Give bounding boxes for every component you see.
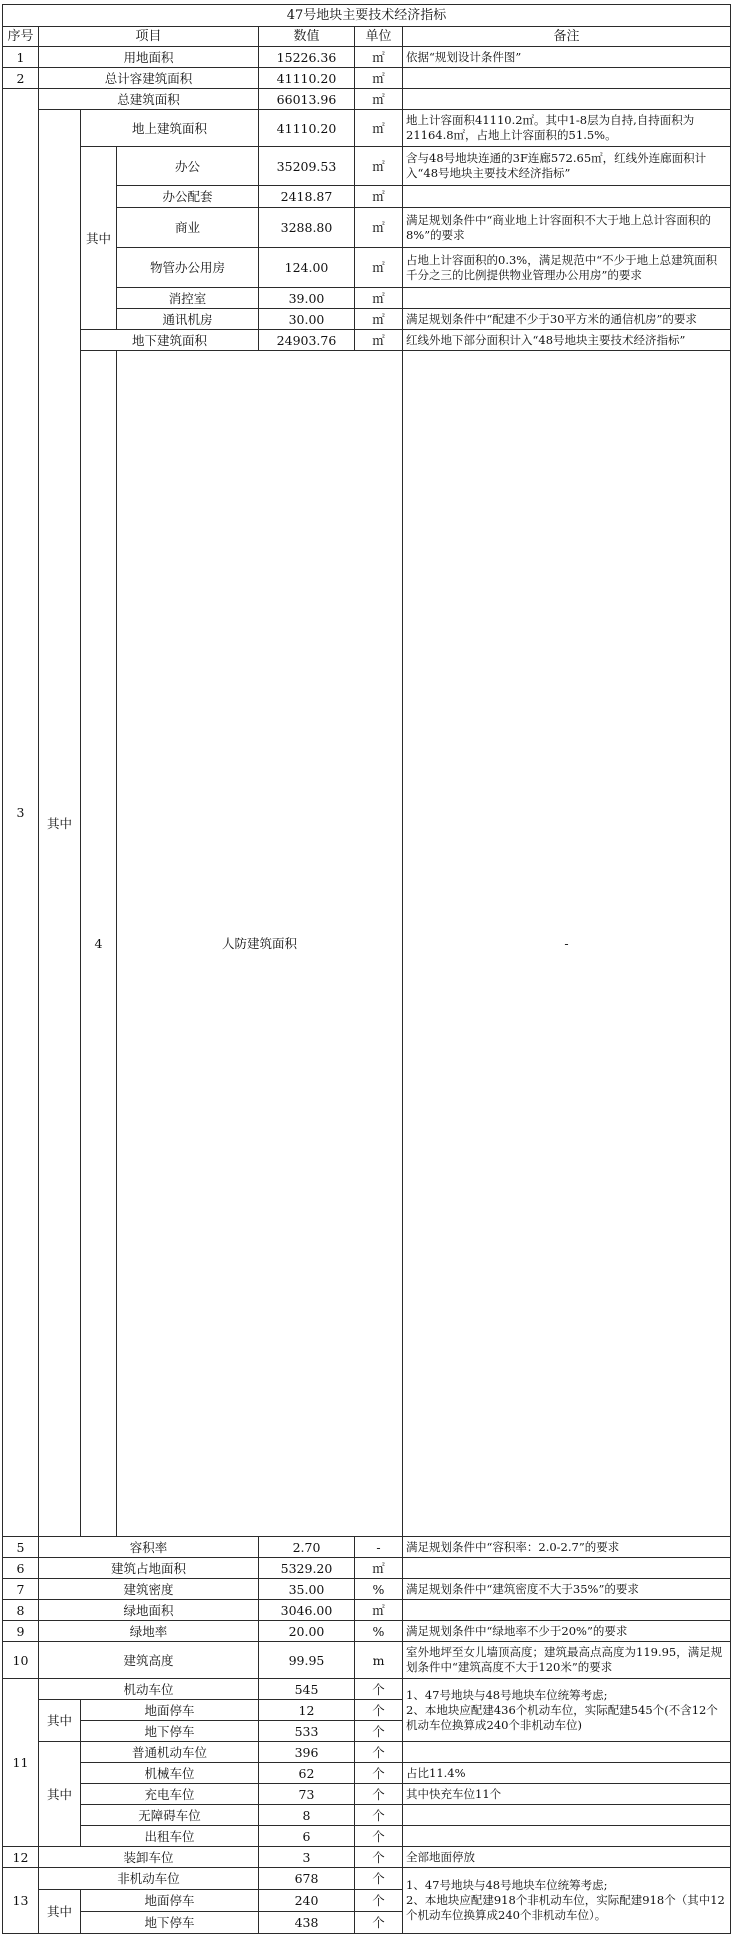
row-no: 11 — [3, 1679, 39, 1847]
row-value: 533 — [259, 1721, 355, 1742]
row-note — [403, 1679, 731, 1742]
header-value: 数值 — [259, 27, 355, 47]
row-note — [403, 89, 731, 110]
row-item: 用地面积 — [39, 47, 259, 68]
row-unit: ㎡ — [355, 208, 403, 248]
row-item: 建筑高度 — [39, 1642, 259, 1679]
row-item: 机动车位 — [39, 1679, 259, 1700]
row-item: 非机动车位 — [39, 1868, 259, 1890]
row-item: 地面停车 — [81, 1700, 259, 1721]
table-row — [3, 1600, 731, 1621]
table-row — [3, 1763, 731, 1784]
note-line: 2、本地块应配建918个非机动车位，实际配建918个（其中12个机动车位换算成240个非机动车位）。 — [406, 1893, 725, 1922]
row-unit: 个 — [355, 1868, 403, 1890]
table-row — [3, 330, 731, 351]
qizhong-label: 其中 — [39, 110, 81, 1537]
header-item: 项目 — [39, 27, 259, 47]
row-unit: ㎡ — [355, 1558, 403, 1579]
row-no: 7 — [3, 1579, 39, 1600]
row-item: 机械车位 — [81, 1763, 259, 1784]
row-unit: ㎡ — [355, 68, 403, 89]
table-row — [3, 1679, 731, 1700]
row-note — [403, 1742, 731, 1763]
row-note: 满足规划条件中“配建不少于30平方米的通信机房”的要求 — [403, 309, 731, 330]
note-line: 1、47号地块与48号地块车位统筹考虑; — [406, 1687, 608, 1702]
row-unit: ㎡ — [355, 248, 403, 288]
table-row — [3, 147, 731, 186]
row-item: 装卸车位 — [39, 1847, 259, 1868]
row-value: 3046.00 — [259, 1600, 355, 1621]
row-note: 满足规划条件中“容积率：2.0-2.7”的要求 — [403, 1537, 731, 1558]
header-unit: 单位 — [355, 27, 403, 47]
row-value: 24903.76 — [259, 330, 355, 351]
row-unit: ㎡ — [355, 47, 403, 68]
row-value: 678 — [259, 1868, 355, 1890]
row-item: 充电车位 — [81, 1784, 259, 1805]
row-value: 3 — [259, 1847, 355, 1868]
row-item: 地上建筑面积 — [81, 110, 259, 147]
table-row — [3, 1642, 731, 1679]
row-note: 全部地面停放 — [403, 1847, 731, 1868]
row-unit: % — [355, 1579, 403, 1600]
row-item: 容积率 — [39, 1537, 259, 1558]
header-row — [3, 27, 731, 47]
row-value: 240 — [259, 1890, 355, 1912]
table-row — [3, 1742, 731, 1763]
row-no: 4 — [81, 351, 117, 1537]
row-unit: m — [355, 1642, 403, 1679]
table-row — [3, 47, 731, 68]
row-value: - — [403, 351, 731, 1537]
row-unit: ㎡ — [355, 89, 403, 110]
row-item: 办公配套 — [117, 186, 259, 208]
row-note: 室外地坪至女儿墙顶高度；建筑最高点高度为119.95，满足规划条件中“建筑高度不大于120米”的要求 — [403, 1642, 731, 1679]
header-no: 序号 — [3, 27, 39, 47]
row-item: 人防建筑面积 — [117, 351, 403, 1537]
row-value: 99.95 — [259, 1642, 355, 1679]
table-row — [3, 351, 731, 1537]
row-no: 1 — [3, 47, 39, 68]
row-value: 545 — [259, 1679, 355, 1700]
row-item: 绿地率 — [39, 1621, 259, 1642]
row-value: 62 — [259, 1763, 355, 1784]
note-line: 1、47号地块与48号地块车位统筹考虑; — [406, 1878, 608, 1892]
row-unit: % — [355, 1621, 403, 1642]
row-value: 39.00 — [259, 288, 355, 309]
row-unit: 个 — [355, 1847, 403, 1868]
table-row — [3, 1558, 731, 1579]
table-row — [3, 1579, 731, 1600]
qizhong-label: 其中 — [39, 1700, 81, 1742]
row-unit: 个 — [355, 1700, 403, 1721]
row-item: 物管办公用房 — [117, 248, 259, 288]
row-item: 建筑密度 — [39, 1579, 259, 1600]
row-value: 41110.20 — [259, 68, 355, 89]
tech-econ-indicator-table — [2, 4, 731, 1934]
table-row — [3, 1621, 731, 1642]
table-row — [3, 1537, 731, 1558]
row-note: 满足规划条件中“建筑密度不大于35%”的要求 — [403, 1579, 731, 1600]
row-value: 41110.20 — [259, 110, 355, 147]
row-value: 5329.20 — [259, 1558, 355, 1579]
row-item: 无障碍车位 — [81, 1805, 259, 1826]
row-value: 15226.36 — [259, 47, 355, 68]
row-unit: 个 — [355, 1826, 403, 1847]
row-item: 总计容建筑面积 — [39, 68, 259, 89]
row-note: 满足规划条件中“商业地上计容面积不大于地上总计容面积的8%”的要求 — [403, 208, 731, 248]
row-unit: 个 — [355, 1784, 403, 1805]
header-note: 备注 — [403, 27, 731, 47]
row-note — [403, 1826, 731, 1847]
row-no: 3 — [3, 89, 39, 1537]
row-note: 其中快充车位11个 — [403, 1784, 731, 1805]
row-note — [403, 186, 731, 208]
row-note — [403, 68, 731, 89]
row-no: 9 — [3, 1621, 39, 1642]
row-unit: 个 — [355, 1763, 403, 1784]
title-row — [3, 5, 731, 27]
row-item: 建筑占地面积 — [39, 1558, 259, 1579]
row-value: 124.00 — [259, 248, 355, 288]
row-value: 2418.87 — [259, 186, 355, 208]
row-value: 12 — [259, 1700, 355, 1721]
table-title: 47号地块主要技术经济指标 — [3, 5, 731, 27]
row-item: 地下建筑面积 — [81, 330, 259, 351]
row-note: 占地上计容面积的0.3%，满足规范中“不少于地上总建筑面积千分之三的比例提供物业管理办公用房”的要求 — [403, 248, 731, 288]
row-unit: ㎡ — [355, 147, 403, 186]
row-no: 12 — [3, 1847, 39, 1868]
table-row — [3, 110, 731, 147]
row-note: 地上计容面积41110.2㎡。其中1-8层为自持,自持面积为21164.8㎡，占地上计容面积的51.5%。 — [403, 110, 731, 147]
row-unit: ㎡ — [355, 110, 403, 147]
row-no: 8 — [3, 1600, 39, 1621]
row-no: 5 — [3, 1537, 39, 1558]
row-value: 2.70 — [259, 1537, 355, 1558]
row-item: 地下停车 — [81, 1912, 259, 1934]
table-row — [3, 1826, 731, 1847]
row-value: 73 — [259, 1784, 355, 1805]
row-unit: ㎡ — [355, 288, 403, 309]
row-item: 出租车位 — [81, 1826, 259, 1847]
row-no: 10 — [3, 1642, 39, 1679]
row-item: 地下停车 — [81, 1721, 259, 1742]
row-unit: 个 — [355, 1742, 403, 1763]
row-unit: 个 — [355, 1890, 403, 1912]
row-value: 8 — [259, 1805, 355, 1826]
row-note: 满足规划条件中“绿地率不少于20%”的要求 — [403, 1621, 731, 1642]
row-note — [403, 1805, 731, 1826]
row-value: 30.00 — [259, 309, 355, 330]
row-note: 红线外地下部分面积计入“48号地块主要技术经济指标” — [403, 330, 731, 351]
row-no: 6 — [3, 1558, 39, 1579]
row-unit: - — [355, 1537, 403, 1558]
row-unit: 个 — [355, 1679, 403, 1700]
qizhong-label: 其中 — [81, 147, 117, 330]
row-value: 3288.80 — [259, 208, 355, 248]
row-note — [403, 1600, 731, 1621]
row-item: 普通机动车位 — [81, 1742, 259, 1763]
table-row — [3, 1805, 731, 1826]
row-note — [403, 1558, 731, 1579]
row-unit: ㎡ — [355, 309, 403, 330]
row-no: 13 — [3, 1868, 39, 1934]
row-value: 35.00 — [259, 1579, 355, 1600]
row-item: 商业 — [117, 208, 259, 248]
row-value: 6 — [259, 1826, 355, 1847]
row-unit: 个 — [355, 1912, 403, 1934]
note-line: 2、本地块应配建436个机动车位，实际配建545个(不含12个机动车位换算成240个非机动车位) — [406, 1702, 718, 1732]
row-item: 地面停车 — [81, 1890, 259, 1912]
row-value: 20.00 — [259, 1621, 355, 1642]
row-no: 2 — [3, 68, 39, 89]
table-row — [3, 1784, 731, 1805]
row-unit: ㎡ — [355, 186, 403, 208]
table-row — [3, 68, 731, 89]
row-note — [403, 1868, 731, 1934]
table-row — [3, 1847, 731, 1868]
table-row — [3, 89, 731, 110]
row-unit: 个 — [355, 1721, 403, 1742]
row-item: 消控室 — [117, 288, 259, 309]
row-unit: 个 — [355, 1805, 403, 1826]
row-unit: ㎡ — [355, 1600, 403, 1621]
row-note: 含与48号地块连通的3F连廊572.65㎡，红线外连廊面积计入“48号地块主要技术经济指标” — [403, 147, 731, 186]
row-note: 占比11.4% — [403, 1763, 731, 1784]
row-value: 396 — [259, 1742, 355, 1763]
row-unit: ㎡ — [355, 330, 403, 351]
row-value: 438 — [259, 1912, 355, 1934]
row-item: 绿地面积 — [39, 1600, 259, 1621]
row-item: 通讯机房 — [117, 309, 259, 330]
row-value: 35209.53 — [259, 147, 355, 186]
qizhong-label: 其中 — [39, 1742, 81, 1847]
qizhong-label: 其中 — [39, 1890, 81, 1934]
row-item: 总建筑面积 — [39, 89, 259, 110]
row-value: 66013.96 — [259, 89, 355, 110]
row-note: 依据“规划设计条件图” — [403, 47, 731, 68]
table-row — [3, 1868, 731, 1890]
row-note — [403, 288, 731, 309]
row-item: 办公 — [117, 147, 259, 186]
